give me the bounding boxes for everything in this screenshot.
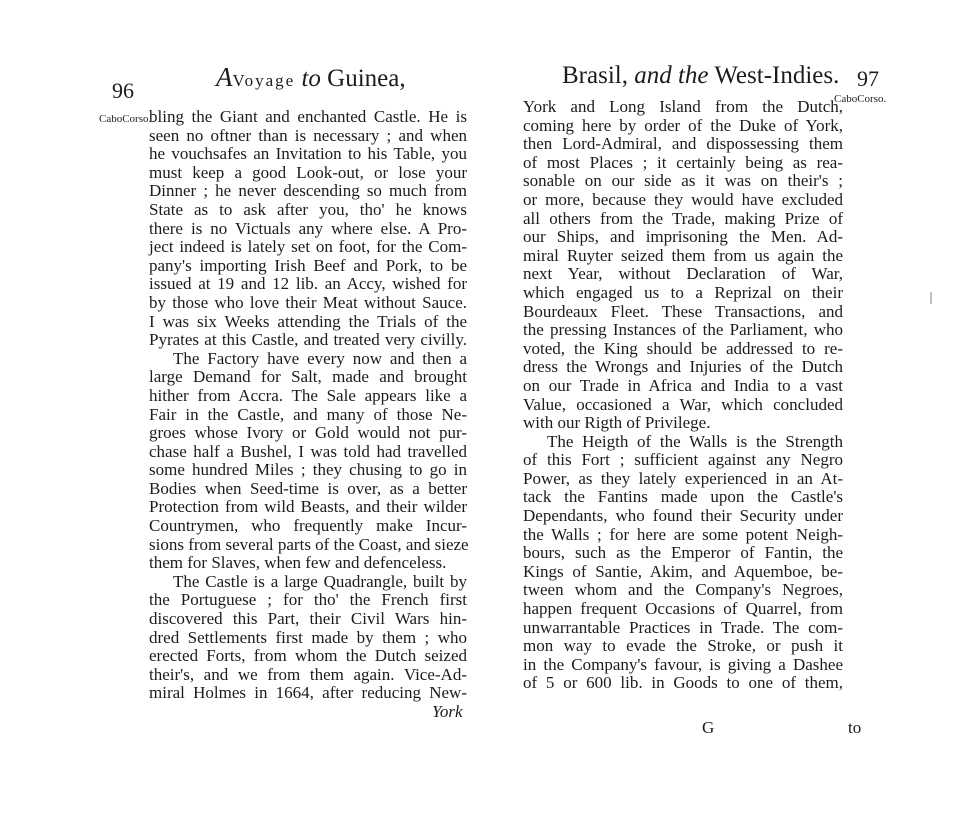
text-line: Pyrates at this Castle, and treated very civilly. (149, 330, 467, 350)
text-line: issued at 19 and 12 lib. an Accy, wished for (149, 274, 467, 294)
text-line: the Walls ; for here are some potent Neigh- (523, 524, 843, 544)
text-line: I was six Weeks attending the Trials of the (149, 311, 467, 331)
text-line: our Ships, and imprisoning the Men. Ad- (523, 227, 843, 247)
text-line: on our Trade in Africa and India to a vast (523, 375, 843, 395)
text-line: bling the Giant and enchanted Castle. He is (149, 107, 467, 126)
catchword: to (848, 718, 862, 737)
text-line: Protection from wild Beasts, and their wilder (149, 497, 467, 517)
text-line: bours, such as the Emperor of Fantin, the (523, 543, 843, 563)
text-line: miral Ruyter seized them from us again the (523, 245, 843, 265)
running-head-place: Guinea, (327, 65, 406, 92)
text-line: tack the Fantins made upon the Castle's (523, 487, 843, 507)
text-line: chase half a Bushel, I was told had travelled (149, 441, 467, 461)
text-line: Bourdeaux Fleet. These Transactions, and (523, 301, 843, 321)
text-line: ject indeed is lately set on foot, for the Com- (149, 237, 467, 257)
running-head-place2: West-Indies. (714, 62, 840, 89)
text-line: of this Fort ; sufficient against any Negro (523, 450, 843, 470)
running-head-to: to (301, 65, 321, 92)
text-line: miral Holmes in 1664, after reducing New- (149, 683, 467, 703)
text-line: pany's importing Irish Beef and Pork, to be (149, 255, 467, 275)
text-line: dress the Wrongs and Injuries of the Dutch (523, 357, 843, 377)
text-line: then Lord-Admiral, and dispossessing them (523, 134, 843, 154)
text-line: the pressing Instances of the Parliament, who (523, 320, 843, 340)
text-line: in the Company's favour, is giving a Dashee (523, 654, 843, 674)
signature-mark: G (702, 718, 715, 737)
text-line: Bodies when Seed-time is over, as a better (149, 478, 467, 498)
text-line: their's, and we from them again. Vice-Ad- (149, 664, 467, 684)
right-page (490, 0, 980, 837)
text-line: Fair in the Castle, and many of those Ne- (149, 404, 467, 424)
text-line: them for Slaves, when few and defenceless. (149, 553, 447, 573)
text-line: dred Settlements first made by them ; who (149, 627, 467, 647)
running-head-voyage: Voyage (232, 71, 296, 90)
text-line: Dinner ; he never descending so much from (149, 181, 467, 201)
text-line: seen no oftner than is necessary ; and when (149, 125, 467, 145)
text-line: by those who love their Meat without Sauce. (149, 292, 467, 312)
page-number: 96 (112, 78, 134, 103)
text-line: The Factory have every now and then a (173, 348, 467, 368)
margin-note: CaboCorso. (99, 113, 152, 125)
text-line: of most Places ; it certainly being as rea- (523, 152, 843, 172)
text-line: which engaged us to a Reprizal on their (523, 282, 843, 302)
running-head-place1: Brasil, (562, 62, 628, 89)
text-line: voted, the King should be addressed to re- (523, 338, 843, 358)
text-line: sonable on our side as it was on their's ; (523, 171, 843, 191)
paper-speck (930, 292, 932, 304)
text-line: must keep a good Look-out, or lose your (149, 162, 467, 182)
text-line: hither from Accra. The Sale appears like a (149, 385, 467, 405)
text-line: he vouchsafes an Invitation to his Table, you (149, 144, 467, 164)
running-head (216, 62, 406, 102)
text-line: there is no Victuals any where else. A Pro- (149, 218, 467, 238)
text-line: Countrymen, who frequently make Incur- (149, 516, 467, 536)
margin-note: CaboCorso. (834, 93, 887, 105)
text-line: York and Long Island from the Dutch, (523, 97, 843, 116)
text-column (523, 98, 843, 693)
text-line: discovered this Part, their Civil Wars hin- (149, 609, 467, 629)
running-head (562, 62, 839, 102)
text-line: the Portuguese ; for tho' the French first (149, 590, 467, 610)
text-line: large Demand for Salt, made and brought (149, 367, 467, 387)
text-line: mon way to evade the Stroke, or push it (523, 636, 843, 656)
text-line: The Castle is a large Quadrangle, built by (173, 571, 467, 591)
text-line: tween whom and the Company's Negroes, (523, 580, 843, 600)
text-column (149, 108, 467, 703)
running-head-initial: A (216, 62, 233, 92)
text-line: Kings of Santie, Akim, and Aquemboe, be- (523, 561, 843, 581)
text-line: some hundred Miles ; they chusing to go in (149, 460, 467, 480)
text-line: all others from the Trade, making Prize of (523, 208, 843, 228)
text-line: sions from several parts of the Coast, and sieze (149, 534, 469, 554)
catchword (432, 702, 463, 722)
text-line: coming here by order of the Duke of York, (523, 115, 843, 135)
text-line: next Year, without Declaration of War, (523, 264, 843, 284)
text-line: happen frequent Occasions of Quarrel, from (523, 599, 843, 619)
running-head-and-the: and the (634, 62, 709, 89)
catchword-text: York (432, 702, 463, 721)
text-line: groes whose Ivory or Gold would not pur- (149, 423, 467, 443)
text-line: unwarrantable Practices in Trade. The com- (523, 617, 843, 637)
text-line: of 5 or 600 lib. in Goods to one of them, (523, 673, 843, 693)
page-number: 97 (857, 66, 879, 91)
text-line: The Heigth of the Walls is the Strength (547, 431, 843, 451)
text-line: or more, because they would have excluded (523, 189, 843, 209)
text-line: Value, occasioned a War, which concluded (523, 394, 843, 414)
text-line: with our Rigth of Privilege. (523, 413, 711, 433)
text-line: State as to ask after you, tho' he knows (149, 199, 467, 219)
text-line: Power, as they lately experienced in an At- (523, 468, 843, 488)
text-line: Dependants, who found their Security under (523, 506, 843, 526)
text-line: erected Forts, from whom the Dutch seized (149, 646, 467, 666)
